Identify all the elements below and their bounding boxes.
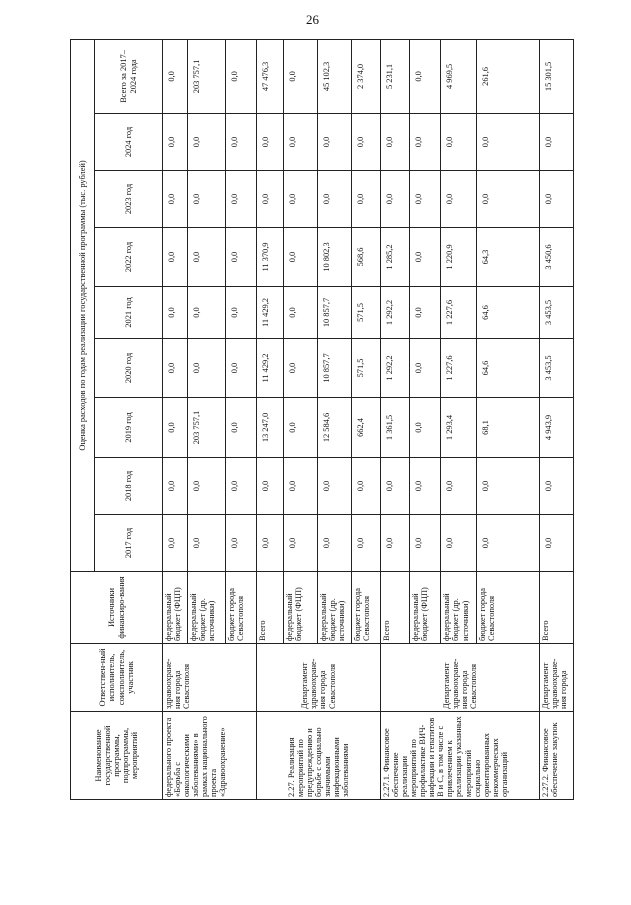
cell-value: 1 361,5 [380,398,409,458]
cell-value: 0,0 [409,114,440,171]
cell-value: 0,0 [284,398,318,458]
cell-value: 0,0 [351,114,380,171]
cell-value: 10 857,7 [317,339,351,398]
cell-value: 1 292,2 [380,287,409,339]
cell-value: 0,0 [187,515,225,572]
cell-value: 1 292,2 [380,339,409,398]
cell-value: 3 453,5 [540,339,574,398]
cell-total: 15 301,5 [540,39,574,113]
cell-source: Всего [257,572,284,644]
cell-value: 0,0 [257,114,284,171]
cell-value: 0,0 [284,287,318,339]
cell-total: 203 757,1 [187,39,225,113]
cell-value: 0,0 [187,228,225,287]
cell-value: 0,0 [380,171,409,228]
cell-value: 0,0 [317,458,351,515]
cell-total: 0,0 [409,39,440,113]
cell-value: 0,0 [163,228,188,287]
cell-value: 1 285,2 [380,228,409,287]
cell-value: 0,0 [441,515,477,572]
cell-value: 0,0 [380,515,409,572]
cell-activity-name: федерального проекта «Борьба с онкологическими заболеваниями» в рамках национального проекта «Здравоохранение» [163,712,257,800]
cell-value: 0,0 [187,339,225,398]
cell-total: 0,0 [225,39,256,113]
cell-value: 0,0 [540,114,574,171]
cell-value: 3 450,6 [540,228,574,287]
cell-value: 0,0 [441,458,477,515]
cell-value: 0,0 [257,515,284,572]
cell-value: 1 227,6 [441,339,477,398]
cell-value: 0,0 [225,339,256,398]
cell-value: 0,0 [163,515,188,572]
table-body [163,39,574,799]
cell-value: 12 584,6 [317,398,351,458]
cell-value: 0,0 [163,339,188,398]
cell-source: федеральный бюджет (ФЦП) [409,572,440,644]
table-row [380,39,409,799]
cell-value: 0,0 [351,171,380,228]
cell-total: 5 231,1 [380,39,409,113]
header-group: Оценка расходов по годам реализации государственной программы (тыс. рублей) [71,39,95,571]
cell-value: 0,0 [225,228,256,287]
cell-value: 0,0 [225,114,256,171]
cell-activity-name: 2.27.2. Финансовое обеспечение закупок [540,712,574,800]
cell-value: 203 757,1 [187,398,225,458]
cell-value: 0,0 [441,114,477,171]
header-year: 2018 год [95,458,163,515]
cell-responsible: здравоохране-ния города Севастополя [163,644,257,712]
cell-value: 568,6 [351,228,380,287]
cell-value: 0,0 [257,171,284,228]
cell-value: 0,0 [351,458,380,515]
table-row [257,39,284,799]
header-year: 2021 год [95,287,163,339]
table-row [163,39,188,799]
cell-source: Всего [540,572,574,644]
cell-value: 0,0 [187,287,225,339]
cell-value: 0,0 [441,171,477,228]
cell-value: 0,0 [163,458,188,515]
cell-source: Всего [380,572,409,644]
cell-responsible: Департамент здравоохране-ния города Севастополя [257,644,381,712]
budget-table [70,39,574,800]
cell-value: 0,0 [540,515,574,572]
cell-value: 10 857,7 [317,287,351,339]
cell-value: 11 429,2 [257,287,284,339]
rotated-table-wrapper [70,40,574,800]
cell-value: 0,0 [225,458,256,515]
cell-value: 10 802,3 [317,228,351,287]
cell-responsible: Департамент здравоохране-ния города [540,644,574,712]
cell-total: 261,6 [477,39,540,113]
header-total: Всего за 2017–2024 года [95,39,163,113]
cell-value: 0,0 [409,458,440,515]
cell-value: 1 220,9 [441,228,477,287]
cell-value: 0,0 [284,228,318,287]
cell-value: 0,0 [284,339,318,398]
cell-total: 0,0 [284,39,318,113]
header-year: 2022 год [95,228,163,287]
cell-value: 1 227,6 [441,287,477,339]
cell-value: 0,0 [257,458,284,515]
header-year: 2023 год [95,171,163,228]
cell-total: 45 102,3 [317,39,351,113]
cell-value: 13 247,0 [257,398,284,458]
header-year: 2017 год [95,515,163,572]
cell-total: 4 969,5 [441,39,477,113]
cell-value: 0,0 [477,458,540,515]
cell-responsible: Департамент здравоохране-ния города Севастополя [380,644,539,712]
cell-value: 0,0 [317,114,351,171]
cell-value: 662,4 [351,398,380,458]
cell-value: 0,0 [163,171,188,228]
cell-value: 0,0 [163,114,188,171]
cell-value: 0,0 [187,114,225,171]
cell-value: 0,0 [409,228,440,287]
cell-total: 2 374,0 [351,39,380,113]
cell-value: 0,0 [409,171,440,228]
cell-value: 68,1 [477,398,540,458]
cell-value: 0,0 [409,287,440,339]
header-year: 2020 год [95,339,163,398]
cell-value: 0,0 [409,398,440,458]
cell-value: 0,0 [317,171,351,228]
cell-value: 11 370,9 [257,228,284,287]
cell-value: 0,0 [225,287,256,339]
table-row [540,39,574,799]
cell-value: 0,0 [380,114,409,171]
cell-source: федеральный бюджет (др. источники) [317,572,351,644]
cell-value: 0,0 [284,114,318,171]
cell-value: 0,0 [187,458,225,515]
cell-source: бюджет города Севастополя [351,572,380,644]
cell-value: 0,0 [477,114,540,171]
header-year: 2019 год [95,398,163,458]
header-source: Источники финансиро-вания [71,572,163,644]
cell-value: 0,0 [225,171,256,228]
cell-source: федеральный бюджет (ФЦП) [163,572,188,644]
cell-value: 0,0 [284,458,318,515]
cell-value: 0,0 [187,171,225,228]
cell-source: федеральный бюджет (ФЦП) [284,572,318,644]
cell-value: 0,0 [225,398,256,458]
cell-value: 0,0 [225,515,256,572]
cell-activity-name: 2.27.1. Финансовое обеспечение реализации мероприятий по профилактике ВИЧ-инфекции и гепатитов B и C, в том числе с привлечением к реализации указанных мероприятий социально ориентированных некоммерческих организаций [380,712,539,800]
header-name: Наименование государственной программы, подпрограммы, мероприятий [71,712,163,800]
cell-total: 0,0 [163,39,188,113]
cell-source: федеральный бюджет (др. источники) [187,572,225,644]
cell-value: 0,0 [540,171,574,228]
cell-value: 0,0 [477,515,540,572]
cell-value: 0,0 [477,171,540,228]
cell-source: федеральный бюджет (др. источники) [441,572,477,644]
cell-value: 0,0 [317,515,351,572]
cell-value: 0,0 [163,398,188,458]
cell-value: 0,0 [163,287,188,339]
page-number: 26 [306,12,319,27]
cell-total: 47 476,3 [257,39,284,113]
cell-value: 571,5 [351,339,380,398]
header-year: 2024 год [95,114,163,171]
cell-value: 0,0 [284,171,318,228]
cell-source: бюджет города Севастополя [225,572,256,644]
cell-value: 0,0 [284,515,318,572]
cell-value: 0,0 [380,458,409,515]
cell-activity-name: 2.27. Реализация мероприятий по предупреждению и борьбе с социально значимыми инфекционными заболеваниями [257,712,381,800]
cell-value: 571,5 [351,287,380,339]
cell-value: 11 429,2 [257,339,284,398]
cell-value: 4 943,9 [540,398,574,458]
cell-value: 3 453,5 [540,287,574,339]
cell-source: бюджет города Севастополя [477,572,540,644]
cell-value: 0,0 [409,339,440,398]
cell-value: 0,0 [351,515,380,572]
header-responsible: Ответствен-ный исполнитель, соисполнитель, участник [71,644,163,712]
cell-value: 64,3 [477,228,540,287]
cell-value: 64,6 [477,287,540,339]
cell-value: 0,0 [540,458,574,515]
cell-value: 1 293,4 [441,398,477,458]
cell-value: 64,6 [477,339,540,398]
cell-value: 0,0 [409,515,440,572]
